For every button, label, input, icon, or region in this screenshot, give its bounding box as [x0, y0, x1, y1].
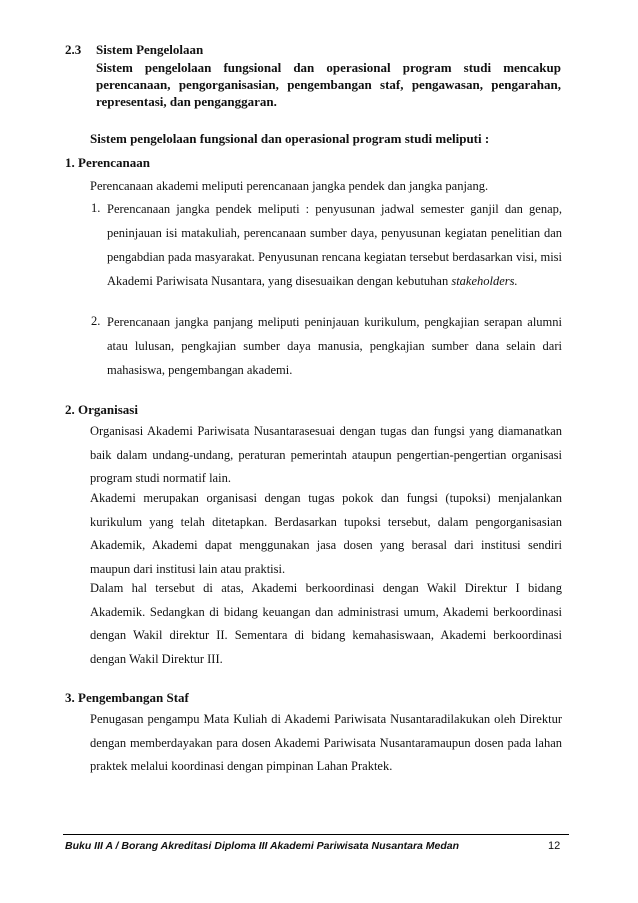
- staf-paragraph-1: Penugasan pengampu Mata Kuliah di Akademi Pariwisata Nusantaradilakukan oleh Direktur dengan memberdayakan para dosen Akademi Pariwisata Nusantaramaupun dosen pada lahan praktek melalui koordinasi dengan pimpinan Lahan Praktek.: [90, 712, 562, 773]
- section-lead: Sistem pengelolaan fungsional dan operasional program studi meliputi :: [90, 131, 490, 146]
- footer-divider: [63, 834, 569, 835]
- section-title: Sistem Pengelolaan: [96, 42, 204, 57]
- organisasi-paragraph-3: Dalam hal tersebut di atas, Akademi berkoordinasi dengan Wakil Direktur I bidang Akademik. Sedangkan di bidang keuangan dan administrasi umum, Akademi berkoordinasi dengan Wakil direktur II. Sementara di bidang kemahasiswaan, Akademi berkoordinasi dengan Wakil Direktur III.: [90, 581, 562, 666]
- section-number: 2.3: [65, 42, 82, 57]
- list-item-text: Perencanaan jangka panjang meliputi peninjauan kurikulum, pengkajian serapan alumni atau lulusan, pengkajian sumber daya manusia, pengkajian sumber dana selain dari mahasiswa, pengembangan akademi.: [107, 315, 562, 377]
- organisasi-paragraph-1: Organisasi Akademi Pariwisata Nusantarasesuai dengan tugas dan fungsi yang diamanatkan baik dalam undang-undang, peraturan pemerintah ataupun pengertian-pengertian organisasi program studi normatif lain.: [90, 424, 562, 485]
- section-intro: Sistem pengelolaan fungsional dan operasional program studi mencakup perencanaan, pengorganisasian, pengembangan staf, pengawasan, pengarahan, representasi, dan penganggaran.: [96, 60, 561, 109]
- heading-pengembangan-staf: 3. Pengembangan Staf: [65, 690, 189, 705]
- heading-perencanaan: 1. Perencanaan: [65, 155, 150, 170]
- list-item-italic: stakeholders.: [451, 274, 518, 288]
- page-number: 12: [548, 840, 561, 852]
- perencanaan-summary: Perencanaan akademi meliputi perencanaan jangka pendek dan jangka panjang.: [90, 179, 489, 193]
- organisasi-paragraph-2: Akademi merupakan organisasi dengan tugas pokok dan fungsi (tupoksi) menjalankan kurikulum yang telah ditetapkan. Berdasarkan tupoksi tersebut, dalam pengorganisasian Akademik, Akademi dapat menggunakan jasa dosen yang berasal dari institusi sendiri maupun dari institusi lain atau praktisi.: [90, 491, 562, 576]
- footer-title: Buku III A / Borang Akreditasi Diploma III Akademi Pariwisata Nusantara Medan: [65, 840, 460, 852]
- list-item-text: [107, 197, 562, 293]
- list-item-number: 1.: [91, 201, 101, 215]
- heading-organisasi: 2. Organisasi: [65, 402, 138, 417]
- list-item-body: Perencanaan jangka pendek meliputi : penyusunan jadwal semester ganjil dan genap, peninjauan isi matakuliah, perencanaan sumber daya, penyusunan kegiatan penelitian dan pengabdian pada masyarakat. Penyusunan rencana kegiatan tersebut berdasarkan visi, misi Akademi Pariwisata Nusantara, yang disesuaikan dengan kebutuhan: [107, 202, 562, 288]
- list-item-number: 2.: [91, 314, 101, 328]
